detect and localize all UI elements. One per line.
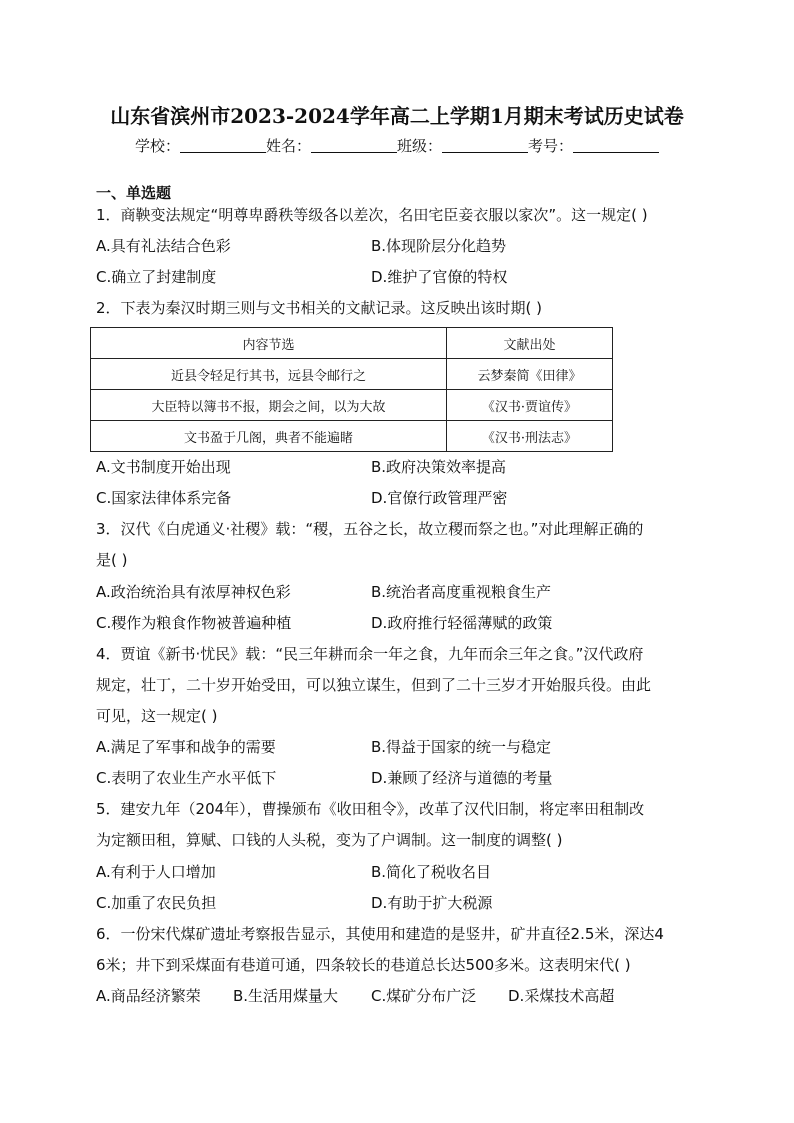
class-label: 班级：: [397, 137, 443, 155]
exam-title: 山东省滨州市2023-2024学年高二上学期1月期末考试历史试卷: [110, 104, 684, 128]
question-3-stem-line-2: 是( ): [96, 551, 128, 569]
table-cell: 近县令轻足行其书，远县令邮行之: [91, 359, 447, 390]
question-3-option-c[interactable]: C.稷作为粮食作物被普遍种植: [96, 614, 292, 632]
table-header-content: 内容节选: [91, 328, 447, 359]
question-1-option-c[interactable]: C.确立了封建制度: [96, 268, 217, 286]
question-4-stem-line-1: 4．贾谊《新书·忧民》载：“民三年耕而余一年之食，九年而余三年之食。”汉代政府: [96, 645, 644, 663]
number-blank[interactable]: [573, 138, 659, 153]
question-6-option-b[interactable]: B.生活用煤量大: [233, 987, 339, 1005]
question-3-option-d[interactable]: D.政府推行轻徭薄赋的政策: [371, 614, 553, 632]
question-1-option-b[interactable]: B.体现阶层分化趋势: [371, 237, 507, 255]
table-cell: 云梦秦简《田律》: [447, 359, 613, 390]
question-4-stem-line-3: 可见，这一规定( ): [96, 707, 218, 725]
table-cell: 《汉书·贾谊传》: [447, 390, 613, 421]
question-6-option-a[interactable]: A.商品经济繁荣: [96, 987, 201, 1005]
question-5-stem-line-1: 5．建安九年（204年），曹操颁布《收田租令》，改革了汉代旧制，将定率田租制改: [96, 800, 645, 818]
question-3-option-a[interactable]: A.政治统治具有浓厚神权色彩: [96, 583, 291, 601]
table-header-source: 文献出处: [447, 328, 613, 359]
question-5-option-b[interactable]: B.简化了税收名目: [371, 863, 492, 881]
question-6-option-d[interactable]: D.采煤技术高超: [508, 987, 615, 1005]
question-6-stem-line-1: 6．一份宋代煤矿遗址考察报告显示，其使用和建造的是竖井，矿井直径2.5米，深达4: [96, 925, 664, 943]
question-6-stem-line-2: 6米；井下到采煤面有巷道可通，四条较长的巷道总长达500多米。这表明宋代( ): [96, 956, 631, 974]
school-blank[interactable]: [180, 138, 266, 153]
question-5-option-a[interactable]: A.有利于人口增加: [96, 863, 216, 881]
name-field: [266, 137, 397, 155]
question-4-option-a[interactable]: A.满足了军事和战争的需要: [96, 738, 276, 756]
question-6-option-c[interactable]: C.煤矿分布广泛: [371, 987, 477, 1005]
question-5-option-c[interactable]: C.加重了农民负担: [96, 894, 217, 912]
table-header-row: [91, 328, 613, 359]
number-field: [528, 137, 659, 155]
table-row: [91, 421, 613, 452]
question-3-stem-line-1: 3．汉代《白虎通义·社稷》载：“稷，五谷之长，故立稷而祭之也。”对此理解正确的: [96, 520, 644, 538]
question-3-option-b[interactable]: B.统治者高度重视粮食生产: [371, 583, 552, 601]
question-2-option-a[interactable]: A.文书制度开始出现: [96, 458, 231, 476]
question-2-option-b[interactable]: B.政府决策效率提高: [371, 458, 507, 476]
question-1-option-a[interactable]: A.具有礼法结合色彩: [96, 237, 231, 255]
table-cell: 《汉书·刑法志》: [447, 421, 613, 452]
question-4-stem-line-2: 规定，壮丁，二十岁开始受田，可以独立谋生，但到了二十三岁才开始服兵役。由此: [96, 676, 652, 694]
question-5-stem-line-2: 为定额田租，算赋、口钱的人头税，变为了户调制。这一制度的调整( ): [96, 831, 563, 849]
table-cell: 文书盈于几阁，典者不能遍睹: [91, 421, 447, 452]
question-4-option-d[interactable]: D.兼顾了经济与道德的考量: [371, 769, 553, 787]
table-cell: 大臣特以簿书不报，期会之间，以为大故: [91, 390, 447, 421]
school-field: [135, 137, 266, 155]
section-heading: 一、单选题: [96, 184, 172, 202]
name-label: 姓名：: [265, 137, 311, 155]
class-blank[interactable]: [442, 138, 528, 153]
question-1-option-d[interactable]: D.维护了官僚的特权: [371, 268, 508, 286]
question-4-option-b[interactable]: B.得益于国家的统一与稳定: [371, 738, 552, 756]
class-field: [397, 137, 528, 155]
student-info-row: [0, 135, 794, 156]
question-2-option-d[interactable]: D.官僚行政管理严密: [371, 489, 508, 507]
question-2-stem: 2．下表为秦汉时期三则与文书相关的文献记录。这反映出该时期( ): [96, 299, 543, 317]
table-row: [91, 359, 613, 390]
number-label: 考号：: [528, 137, 574, 155]
question-2-option-c[interactable]: C.国家法律体系完备: [96, 489, 232, 507]
document-table: [90, 327, 613, 452]
school-label: 学校：: [134, 137, 180, 155]
question-1-stem: 1．商鞅变法规定“明尊卑爵秩等级各以差次，名田宅臣妾衣服以家次”。这一规定( ): [96, 206, 648, 224]
table-row: [91, 390, 613, 421]
question-4-option-c[interactable]: C.表明了农业生产水平低下: [96, 769, 277, 787]
name-blank[interactable]: [311, 138, 397, 153]
question-5-option-d[interactable]: D.有助于扩大税源: [371, 894, 493, 912]
